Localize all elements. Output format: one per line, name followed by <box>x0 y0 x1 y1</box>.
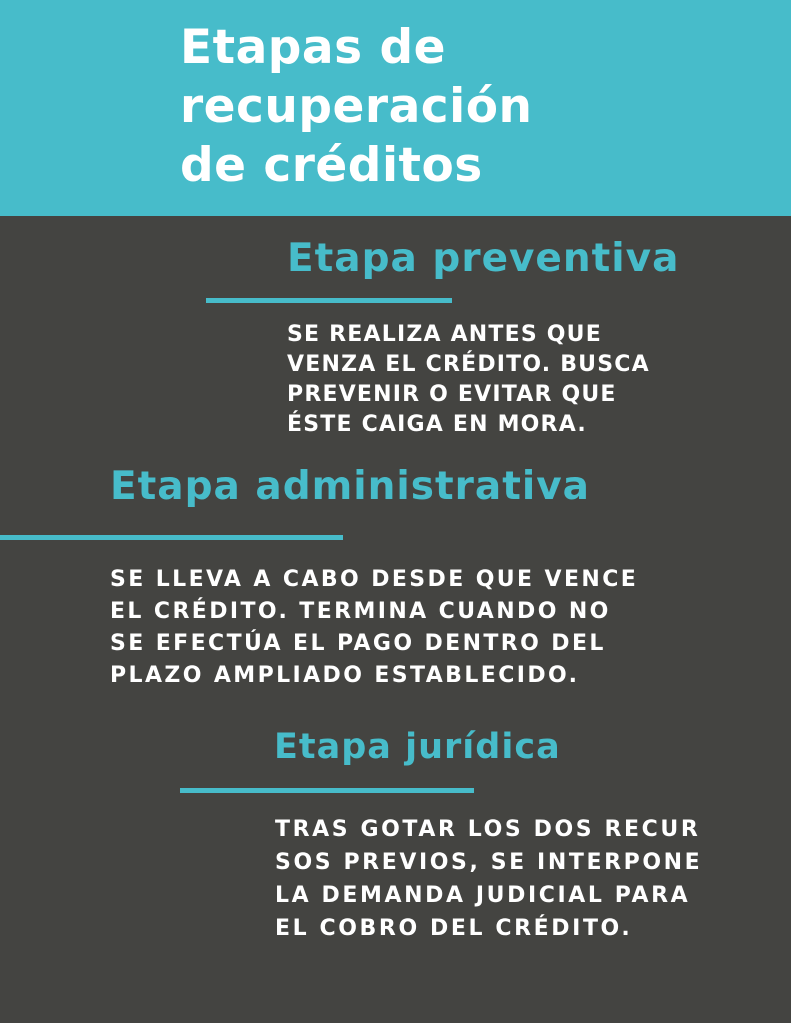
text-line: ÉSTE CAIGA EN MORA. <box>287 412 587 437</box>
text-line: PREVENIR O EVITAR QUE <box>287 382 617 407</box>
title-line: recuperación <box>180 79 533 134</box>
section-divider <box>180 788 474 793</box>
section-text-administrativa <box>110 564 638 692</box>
text-line: VENZA EL CRÉDITO. BUSCA <box>287 352 650 377</box>
text-line: EL COBRO DEL CRÉDITO. <box>275 916 633 941</box>
text-line: LA DEMANDA JUDICIAL PARA <box>275 883 691 908</box>
text-line: PLAZO AMPLIADO ESTABLECIDO. <box>110 663 580 688</box>
section-text-preventiva <box>287 320 650 440</box>
title-line: Etapas de <box>180 20 447 75</box>
section-heading-juridica: Etapa jurídica <box>274 727 561 767</box>
section-heading-administrativa: Etapa administrativa <box>110 464 590 509</box>
text-line: SOS PREVIOS, SE INTERPONE <box>275 850 703 875</box>
title-line: de créditos <box>180 138 483 193</box>
header-banner <box>0 0 791 216</box>
section-text-juridica <box>275 813 702 945</box>
section-divider <box>0 535 343 540</box>
text-line: EL CRÉDITO. TERMINA CUANDO NO <box>110 599 611 624</box>
page-title <box>180 18 533 195</box>
text-line: SE LLEVA A CABO DESDE QUE VENCE <box>110 567 639 592</box>
text-line: SE EFECTÚA EL PAGO DENTRO DEL <box>110 631 606 656</box>
text-line: SE REALIZA ANTES QUE <box>287 322 602 347</box>
section-divider <box>206 298 452 303</box>
section-heading-preventiva: Etapa preventiva <box>287 236 680 281</box>
text-line: TRAS GOTAR LOS DOS RECUR <box>275 817 701 842</box>
